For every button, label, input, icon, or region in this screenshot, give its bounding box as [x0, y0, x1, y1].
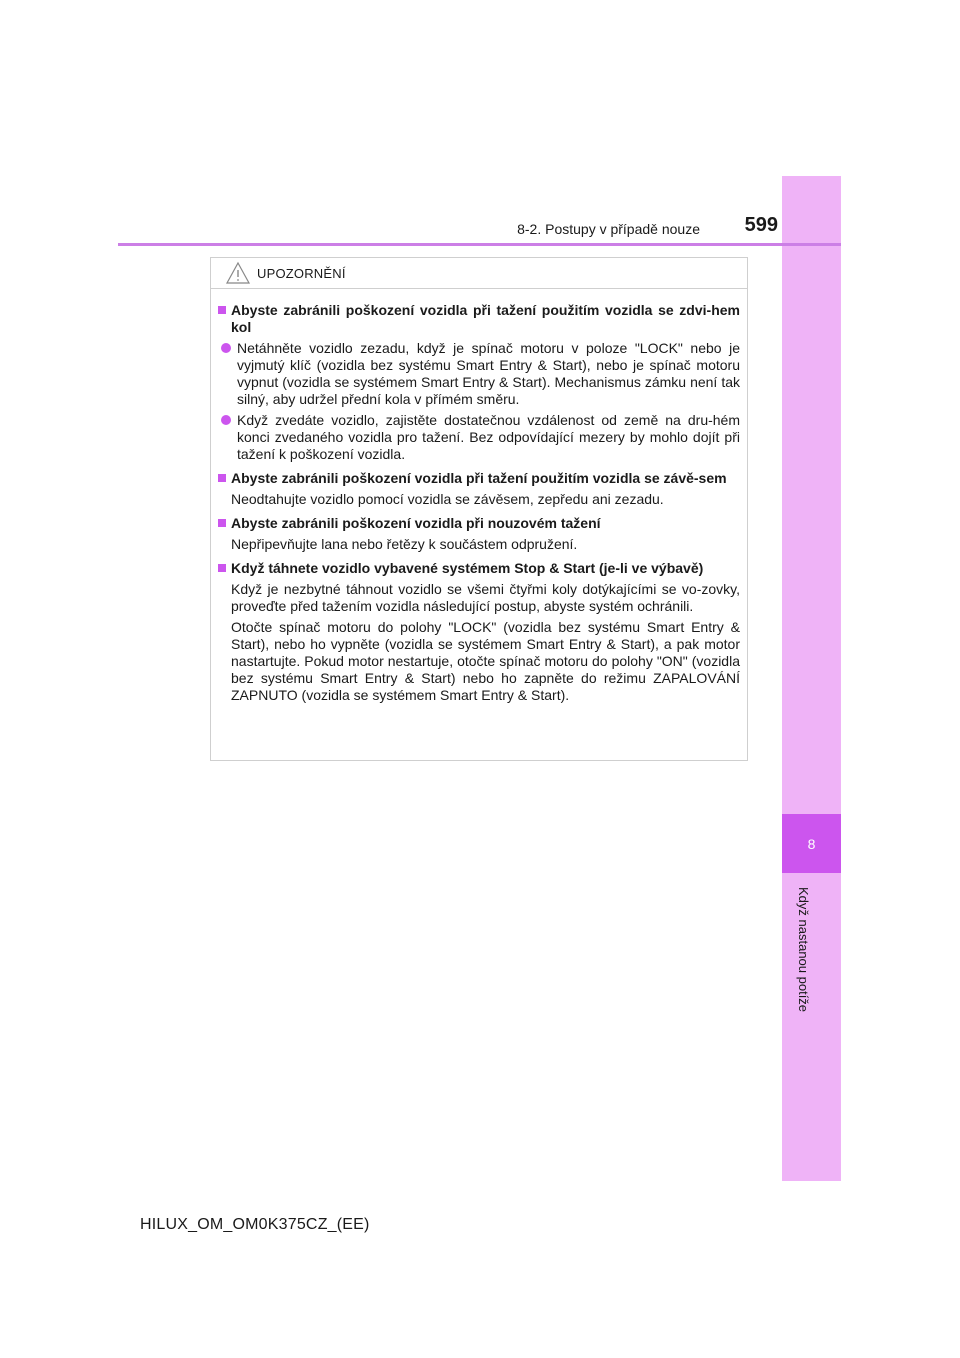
section-title: 8-2. Postupy v případě nouze — [517, 221, 700, 237]
warning-box — [210, 257, 748, 761]
bullet-text: Netáhněte vozidlo zezadu, když je spínač motoru v poloze "LOCK" nebo je vyjmutý klíč (vozidla bez systému Smart Entry & Start), nebo je spínač motoru vypnut (vozidla se systémem Smart Entry & Start). Mechanismus zámku není tak silný, aby udržel přední kola v přímém směru. — [237, 340, 740, 407]
chapter-number-badge: 8 — [782, 814, 841, 873]
warning-item — [218, 470, 740, 508]
chapter-side-tab — [782, 176, 841, 1181]
item-heading: Abyste zabránili poškození vozidla při tažení použitím vozidla se závě-sem — [231, 470, 727, 486]
item-text: Neodtahujte vozidlo pomocí vozidla se závěsem, zepředu ani zezadu. — [231, 491, 664, 507]
warning-body — [211, 289, 747, 704]
warning-item — [218, 560, 740, 704]
item-text: Nepřipevňujte lana nebo řetězy k součástem odpružení. — [231, 536, 578, 552]
document-code: HILUX_OM_OM0K375CZ_(EE) — [140, 1216, 370, 1233]
item-text: Otočte spínač motoru do polohy "LOCK" (vozidla bez systému Smart Entry & Start), nebo ho vypněte (vozidla se systémem Smart Entry & Start), a pak motor nastartujte. Pokud motor nestartuje, otočte spínač motoru do polohy "ON" (vozidla bez systému Smart Entry & Start) nebo ho zapněte do režimu ZAPALOVÁNÍ ZAPNUTO (vozidla se systémem Smart Entry & Start). — [231, 619, 740, 703]
header-rule — [118, 243, 841, 246]
item-text: Když je nezbytné táhnout vozidlo se všemi čtyřmi koly dotýkajícími se vo-zovky, proveďte před tažením vozidla následující postup, abyste systém ochránili. — [231, 581, 740, 614]
square-bullet-icon — [218, 306, 226, 314]
warning-triangle-icon — [225, 261, 251, 285]
warning-title: UPOZORNĚNÍ — [257, 265, 346, 281]
square-bullet-icon — [218, 474, 226, 482]
circle-bullet-icon — [221, 415, 231, 425]
warning-item — [218, 515, 740, 553]
square-bullet-icon — [218, 564, 226, 572]
item-heading: Abyste zabránili poškození vozidla při nouzovém tažení — [231, 515, 601, 531]
warning-header — [211, 258, 747, 289]
square-bullet-icon — [218, 519, 226, 527]
chapter-label: Když nastanou potíže — [796, 887, 811, 1013]
circle-bullet-icon — [221, 343, 231, 353]
page-number: 599 — [744, 214, 778, 236]
item-heading: Abyste zabránili poškození vozidla při tažení použitím vozidla se zdvi-hem kol — [231, 302, 740, 335]
warning-item — [218, 302, 740, 463]
item-heading: Když táhnete vozidlo vybavené systémem Stop & Start (je-li ve výbavě) — [231, 560, 704, 576]
bullet-text: Když zvedáte vozidlo, zajistěte dostatečnou vzdálenost od země na dru-hém konci zvedaného vozidla pro tažení. Bez odpovídající mezery by mohlo dojít při tažení k poškození vozidla. — [237, 412, 740, 462]
